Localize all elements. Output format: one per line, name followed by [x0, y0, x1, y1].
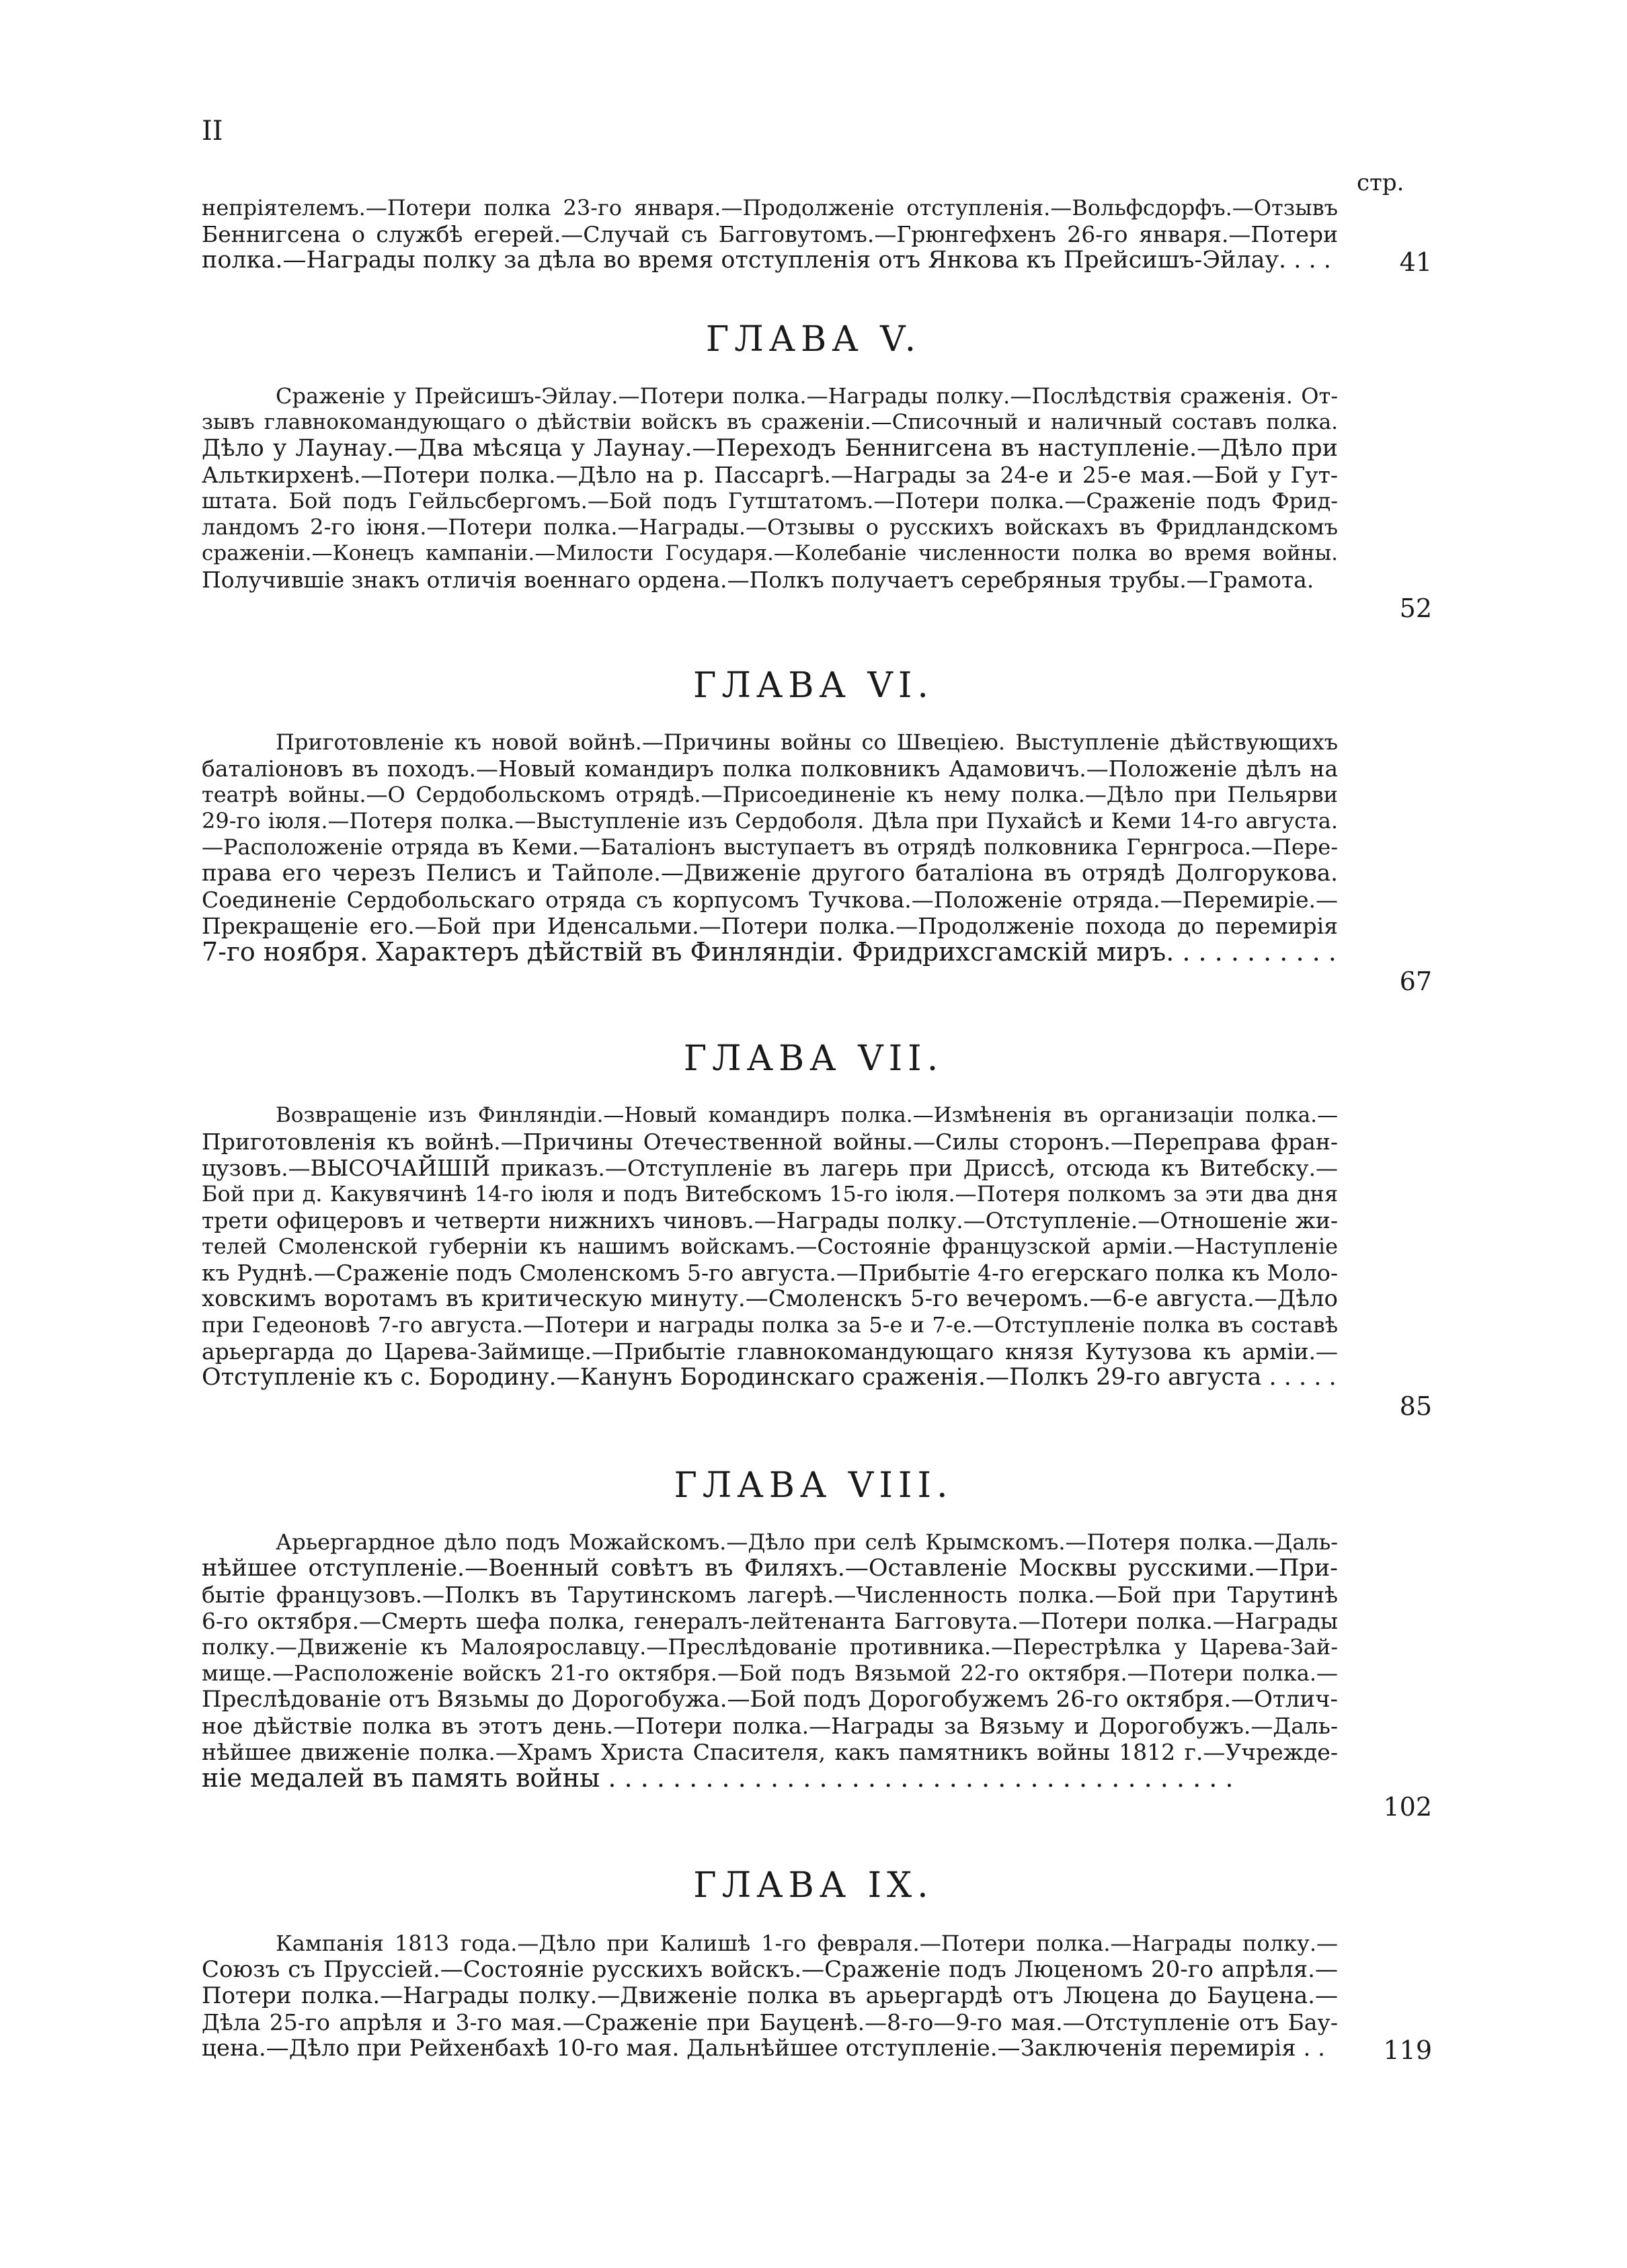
entry-line: Союзъ съ Пруссіей.—Состояніе русскихъ войскъ.—Сраженіе подъ Люценомъ 20-го апрѣля.—: [202, 1956, 1338, 1983]
chapter-title: ГЛАВА V.: [705, 319, 922, 360]
toc-entry-continuation: [202, 195, 1338, 274]
entry-line: Кампанія 1813 года.—Дѣло при Калишѣ 1-го февраля.—Потери полка.—Награды полку.—: [276, 1931, 1338, 1956]
entry-line: телей Смоленской губерніи къ нашимъ войскамъ.—Состояніе французской арміи.—Наступленіе: [202, 1233, 1338, 1259]
entry-line: нѣйшее движеніе полка.—Храмъ Христа Спасителя, какъ памятникъ войны 1812 г.—Учрежде-: [202, 1739, 1338, 1765]
entry-line: Соединеніе Сердобольскаго отряда съ корпусомъ Тучкова.—Положеніе отряда.—Перемиріе.—: [202, 887, 1338, 913]
entry-line: ландомъ 2-го іюня.—Потери полка.—Награды.—Отзывы о русскихъ войскахъ въ Фридландскомъ: [202, 514, 1338, 540]
entry-line: ніе медалей въ память войны . . . . . . . . . . . . . . . . . . . . . . . . . . . . . . . . . . . . . . .: [202, 1763, 1234, 1793]
entry-line: Возвращеніе изъ Финляндіи.—Новый командиръ полка.—Измѣненія въ организаціи полка.—: [276, 1103, 1338, 1127]
entry-line: баталіоновъ въ походъ.—Новый командиръ полка полковникъ Адамовичъ.—Положеніе дѣлъ на: [202, 756, 1338, 782]
entry-line: Альткирхенѣ.—Потери полка.—Дѣло на р. Пассаргѣ.—Награды за 24-е и 25-е мая.—Бой у Гут-: [202, 462, 1338, 488]
toc-page-ref: 41: [1399, 247, 1432, 277]
entry-line: Преслѣдованіе отъ Вязьмы до Дорогобужа.—Бой подъ Дорогобужемъ 26-го октября.—Отлич-: [202, 1686, 1338, 1713]
entry-line: Сраженіе у Прейсишъ-Эйлау.—Потери полка.—Награды полку.—Послѣдствія сраженія. От-: [276, 383, 1338, 409]
entry-line: цена.—Дѣло при Рейхенбахѣ 10-го мая. Дальнѣйшее отступленіе.—Заключенія перемирія . .: [202, 2035, 1325, 2062]
entry-line: непріятелемъ.—Потери полка 23-го января.—Продолженіе отступленія.—Вольфсдорфъ.—Отзывъ: [202, 195, 1338, 220]
entry-line: 29-го іюля.—Потеря полка.—Выступленіе изъ Сердоболя. Дѣла при Пухайсѣ и Кеми 14-го августа.: [202, 808, 1338, 834]
entry-line: Дѣло у Лаунау.—Два мѣсяца у Лаунау.—Переходъ Беннигсена въ наступленіе.—Дѣло при: [202, 435, 1338, 462]
toc-page-ref: 67: [1399, 967, 1432, 996]
entry-line: полка.—Награды полку за дѣла во время отступленія отъ Янкова къ Прейсишъ-Эйлау. . . .: [202, 247, 1331, 274]
entry-line: сраженіи.—Конецъ кампаніи.—Милости Государя.—Колебаніе численности полка во время войны.: [202, 541, 1338, 565]
entry-line: зывъ главнокомандующаго о дѣйствіи войскъ въ сраженіи.—Списочный и наличный составъ полка.: [202, 410, 1338, 434]
chapter-title: ГЛАВА VIII.: [674, 1465, 953, 1506]
entry-line: —Расположеніе отряда въ Кеми.—Баталіонъ выступаетъ въ отрядѣ полковника Гернгроса.—Пере-: [202, 834, 1338, 860]
entry-line: ное дѣйствіе полка въ этотъ день.—Потери полка.—Награды за Вязьму и Дорогобужъ.—Даль-: [202, 1713, 1338, 1739]
entry-line: нѣйшее отступленіе.—Военный совѣтъ въ Филяхъ.—Оставленіе Москвы русскими.—При-: [202, 1555, 1338, 1582]
page-column-label: стр.: [1357, 169, 1404, 196]
toc-page-ref: 85: [1399, 1391, 1432, 1421]
chapter-title: ГЛАВА VII.: [683, 1039, 944, 1079]
entry-line: бытіе французовъ.—Полкъ въ Тарутинскомъ лагерѣ.—Численность полка.—Бой при Тарутинѣ: [202, 1582, 1338, 1608]
entry-line: полку.—Движеніе къ Малоярославцу.—Преслѣдованіе противника.—Перестрѣлка у Царева-Зай-: [202, 1634, 1338, 1660]
entry-line: къ Руднѣ.—Сраженіе подъ Смоленскомъ 5-го августа.—Прибытіе 4-го егерскаго полка къ Моло-: [202, 1260, 1338, 1286]
entry-line: Бой при д. Какувячинѣ 14-го іюля и подъ Витебскомъ 15-го іюля.—Потеря полкомъ за эти два дня: [202, 1181, 1338, 1207]
entry-line: Беннигсена о службѣ егерей.—Случай съ Багговутомъ.—Грюнгефхенъ 26-го января.—Потери: [202, 221, 1338, 247]
entry-line: Приготовленія къ войнѣ.—Причины Отечественной войны.—Силы сторонъ.—Переправа фран-: [202, 1129, 1338, 1155]
entry-line: Отступленіе къ с. Бородину.—Канунъ Бородинскаго сраженія.—Полкъ 29-го августа . . . . .: [202, 1364, 1337, 1391]
toc-page-ref: 102: [1383, 1792, 1432, 1822]
toc-page-ref: 119: [1383, 2035, 1432, 2065]
entry-line: Прекращеніе его.—Бой при Иденсальми.—Потери полка.—Продолженіе похода до перемирія: [202, 913, 1338, 939]
entry-line: 6-го октября.—Смерть шефа полка, генералъ-лейтенанта Багговута.—Потери полка.—Награды: [202, 1608, 1338, 1634]
toc-page-ref: 52: [1399, 594, 1432, 623]
toc-entry-chapter-9: [202, 1931, 1338, 2062]
toc-entry-chapter-8: [202, 1529, 1338, 1791]
entry-line: Потери полка.—Награды полку.—Движеніе полка въ арьергардѣ отъ Люцена до Бауцена.—: [202, 1982, 1338, 2009]
entry-line: мище.—Расположеніе войскъ 21-го октября.—Бой подъ Вязьмой 22-го октября.—Потери полка.—: [202, 1660, 1338, 1686]
toc-entry-chapter-7: [202, 1102, 1338, 1391]
entry-line: права его черезъ Пелисъ и Тайполе.—Движеніе другого баталіона въ отрядѣ Долгорукова.: [202, 860, 1338, 887]
entry-line: арьергарда до Царева-Займище.—Прибытіе главнокомандующаго князя Кутузова къ арміи.—: [202, 1338, 1338, 1365]
entry-line: штата. Бой подъ Гейльсбергомъ.—Бой подъ Гутштатомъ.—Потери полка.—Сраженіе подъ Фрид-: [202, 488, 1338, 514]
entry-line: трети офицеровъ и четверти нижнихъ чиновъ.—Награды полку.—Отступленіе.—Отношеніе жи-: [202, 1207, 1338, 1233]
entry-line: Приготовленіе къ новой войнѣ.—Причины войны со Швеціею. Выступленіе дѣйствующихъ: [276, 729, 1338, 755]
toc-entry-chapter-5: [202, 383, 1338, 593]
entry-line: Дѣла 25-го апрѣля и 3-го мая.—Сраженіе при Бауценѣ.—8-го—9-го мая.—Отступленіе отъ Бау-: [202, 2009, 1338, 2035]
entry-line: театрѣ войны.—О Сердобольскомъ отрядѣ.—Присоединеніе къ нему полка.—Дѣло при Пельярви: [202, 782, 1338, 807]
toc-entry-chapter-6: [202, 729, 1338, 965]
entry-line: цузовъ.—ВЫСОЧАЙШІЙ приказъ.—Отступленіе въ лагерь при Дриссѣ, отсюда къ Витебску.—: [202, 1155, 1338, 1181]
entry-line: Получившіе знакъ отличія военнаго ордена.—Полкъ получаетъ серебряныя трубы.—Грамота.: [202, 567, 1314, 593]
entry-line: 7-го ноября. Характеръ дѣйствій въ Финляндіи. Фридрихсгамскій миръ. . . . . . . . . . .: [202, 937, 1337, 967]
entry-line: Арьергардное дѣло подъ Можайскомъ.—Дѣло при селѣ Крымскомъ.—Потеря полка.—Даль-: [276, 1529, 1338, 1555]
entry-line: при Гедеоновѣ 7-го августа.—Потери и награды полка за 5-е и 7-е.—Отступленіе полка въ составѣ: [202, 1312, 1338, 1338]
page-number: II: [202, 116, 223, 147]
chapter-title: ГЛАВА IX.: [693, 1865, 934, 1906]
chapter-title: ГЛАВА VI.: [693, 665, 934, 706]
entry-line: ховскимъ воротамъ въ критическую минуту.—Смоленскъ 5-го вечеромъ.—6-е августа.—Дѣло: [202, 1285, 1338, 1312]
